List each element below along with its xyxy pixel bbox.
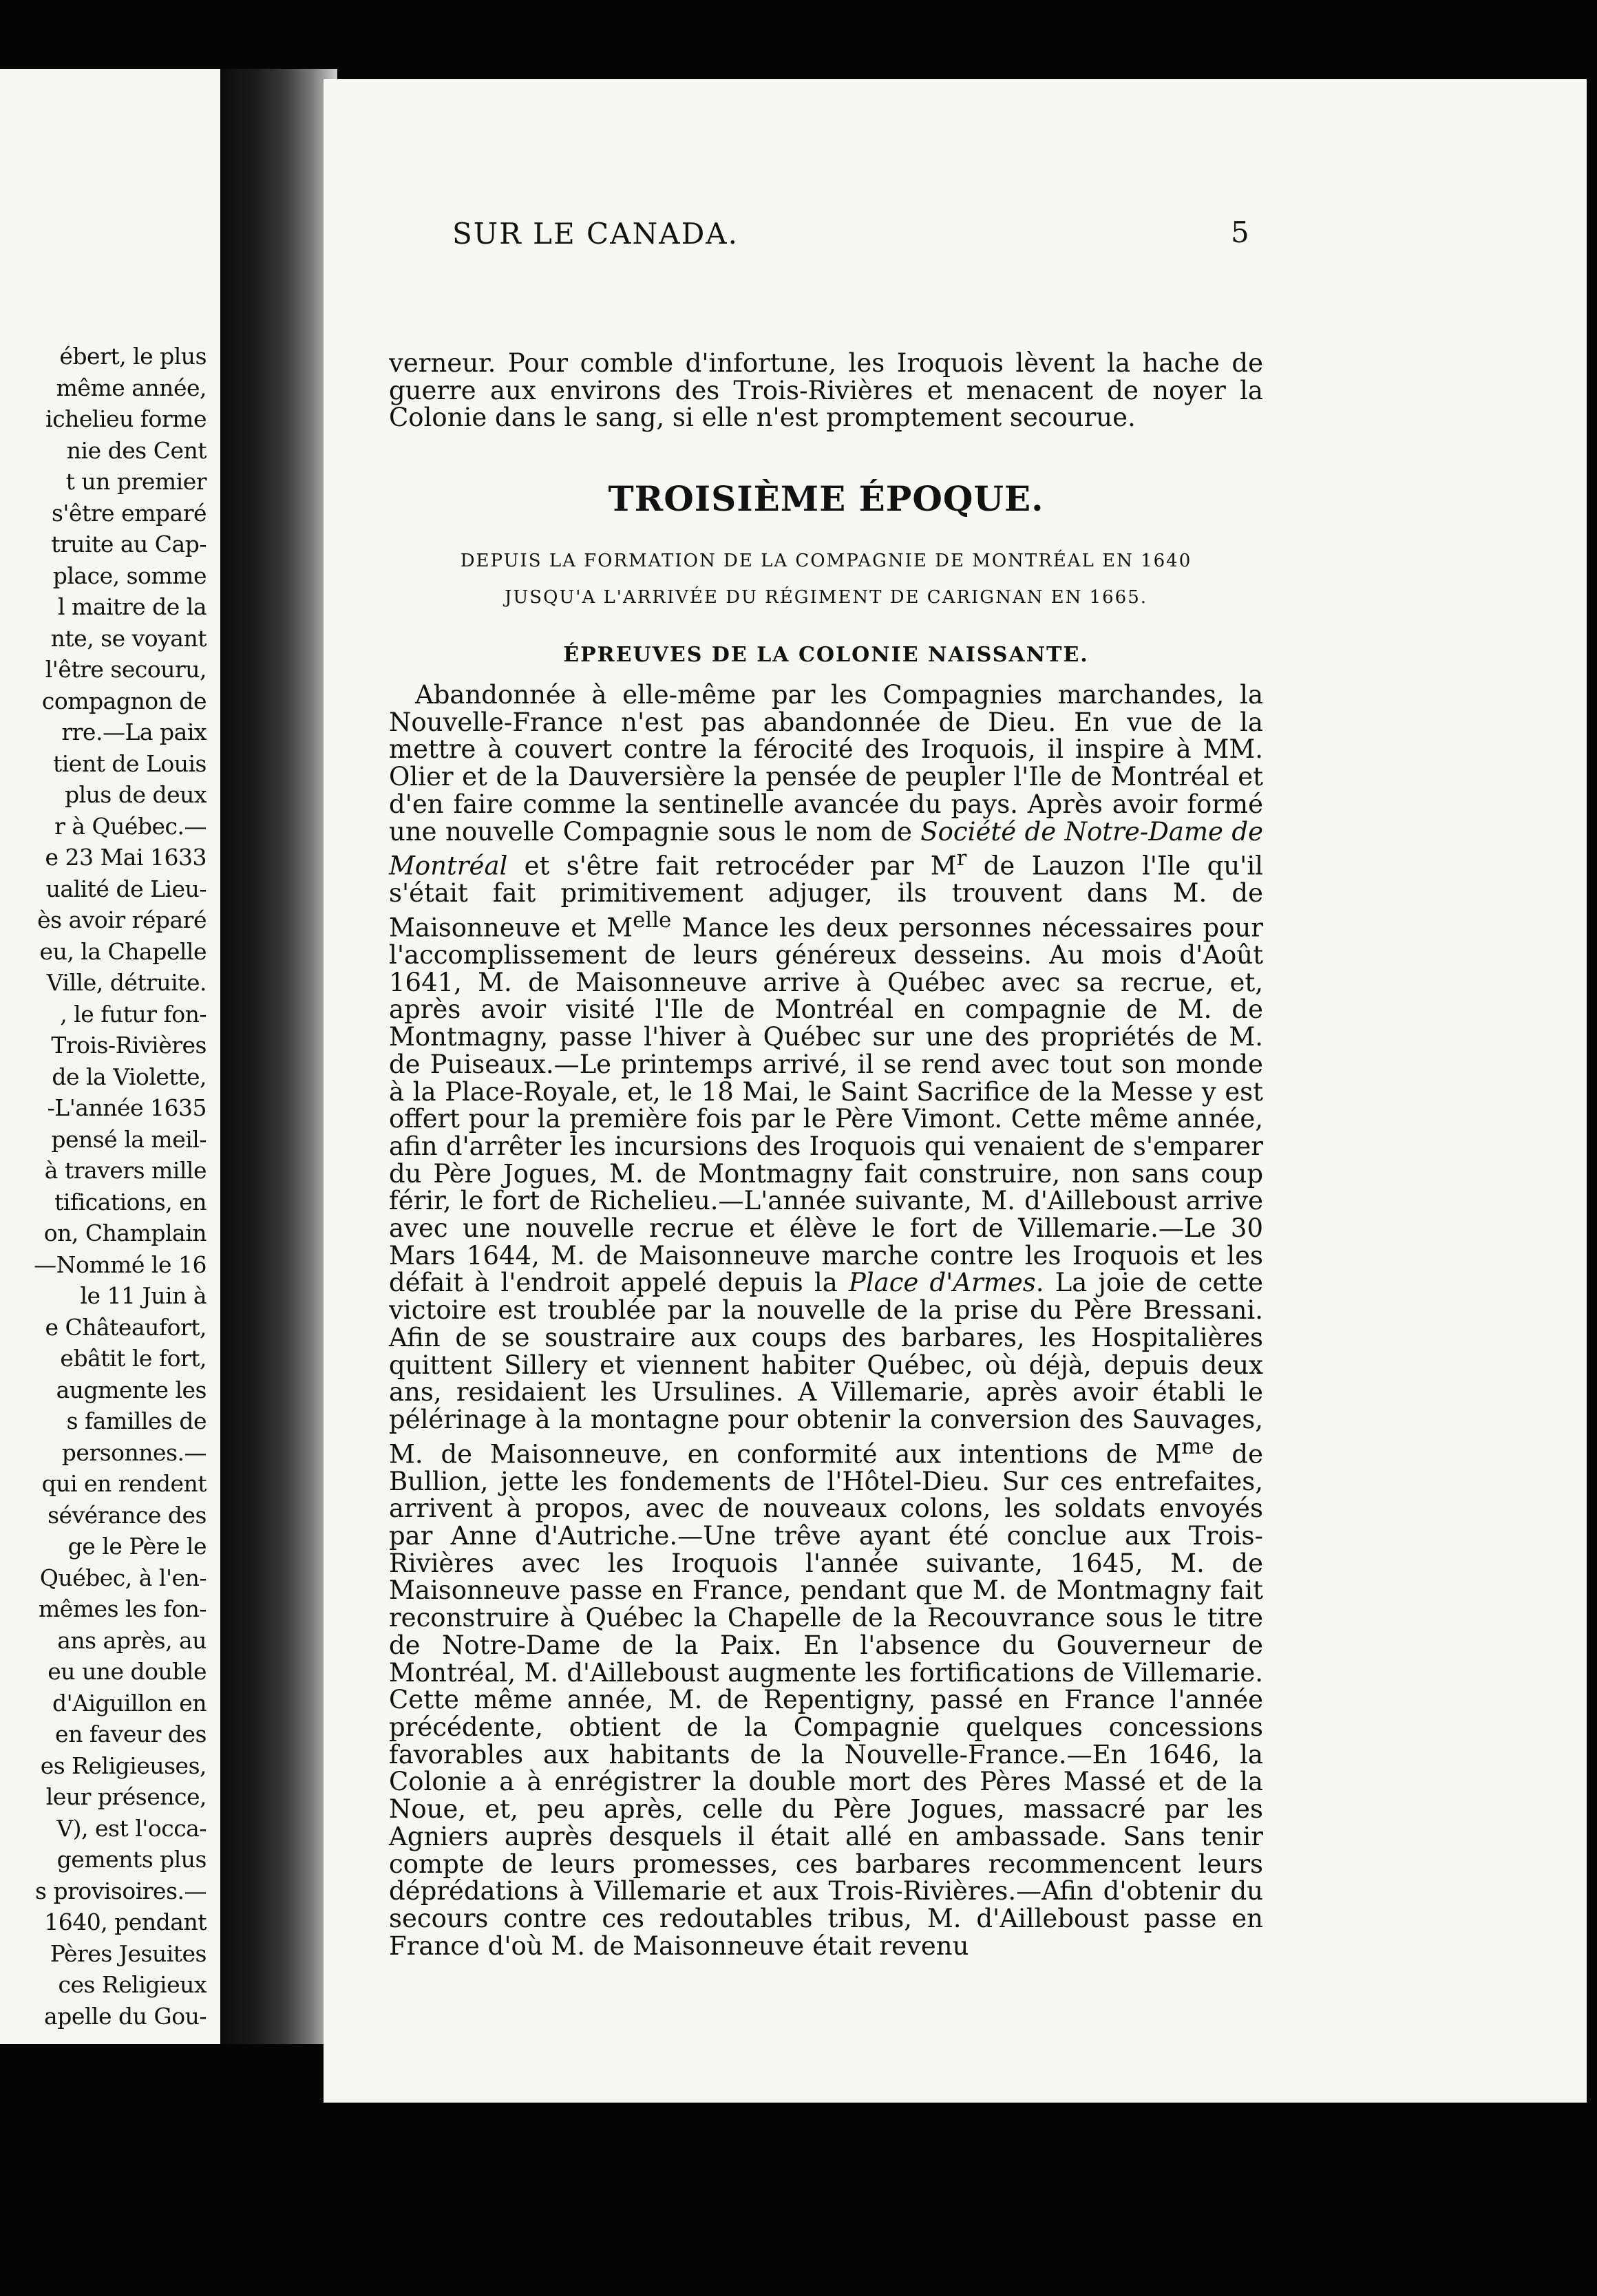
left-page-line: Pères Jesuites bbox=[50, 1939, 207, 1967]
section-subtitle-line-2: JUSQU'A L'ARRIVÉE DU RÉGIMENT DE CARIGNAN EN 1665. bbox=[504, 587, 1148, 608]
left-page-line: Ville, détruite. bbox=[46, 969, 207, 996]
left-page-line: gements plus bbox=[56, 1846, 207, 1873]
left-page-line: e Châteaufort, bbox=[45, 1313, 207, 1341]
left-page-line: ces Religieux bbox=[58, 1971, 207, 1998]
left-page-line: d'Aiguillon en bbox=[52, 1689, 207, 1716]
left-page bbox=[0, 69, 220, 2044]
left-page-line: r à Québec.— bbox=[54, 812, 207, 840]
left-page-line: à travers mille bbox=[44, 1157, 207, 1184]
left-page-line: -L'année 1635 bbox=[47, 1094, 207, 1121]
left-page-line: le 11 Juin à bbox=[80, 1282, 207, 1309]
left-page-line: qui en rendent bbox=[41, 1470, 207, 1497]
left-page-line: eu une double bbox=[47, 1658, 207, 1685]
left-page-line: ualité de Lieu- bbox=[45, 875, 207, 902]
left-page-line: personnes.— bbox=[61, 1438, 207, 1466]
section-subtitle-line-1: DEPUIS LA FORMATION DE LA COMPAGNIE DE MONTRÉAL EN 1640 bbox=[460, 551, 1192, 571]
text-run: et s'être fait retrocéder par M bbox=[507, 851, 957, 881]
left-page-line: ans après, au bbox=[57, 1626, 207, 1654]
left-page-line: plus de deux bbox=[64, 781, 207, 808]
book-gutter bbox=[220, 69, 337, 2044]
main-paragraph-text bbox=[389, 681, 1263, 1959]
left-page-line: truite au Cap- bbox=[51, 531, 207, 557]
text-run: Abandonnée à elle-même par les Compagnies marchandes, la Nouvelle-France n'est pas abandonnée de Dieu. En vue de la mettre à couvert contre la férocité des Iroquois, il inspire à MM. Olier et de la Dauversière la pensée de peupler l'Ile de Montréal et d'en faire comme la sentinelle avancée du pays. Après avoir formé une nouvelle Compagnie sous le nom de bbox=[389, 680, 1263, 847]
superscript-abbrev: elle bbox=[633, 907, 672, 933]
opening-paragraph-text: verneur. Pour comble d'infortune, les Iroquois lèvent la hache de guerre aux environs des Trois-Rivières et menacent de noyer la Colonie dans le sang, si elle n'est promptement secourue. bbox=[389, 348, 1263, 433]
left-page-line: place, somme bbox=[52, 562, 207, 589]
left-page-line: rre.—La paix bbox=[61, 719, 207, 745]
left-page-line: l'être secouru, bbox=[45, 656, 207, 683]
italic-place-name: Place d'Armes bbox=[848, 1268, 1036, 1298]
page-number: 5 bbox=[1231, 215, 1249, 249]
text-run: Mance les deux personnes nécessaires pour l'accomplissement de leurs généreux desseins. Au mois d'Août 1641, M. de Maisonneuve arrive à Québec avec sa recrue, et, après avoir visité l'Ile de Montréal en compagnie de M. de Montmagny, passe l'hiver à Québec sur une des propriétés de M. de Puiseaux.—Le printemps arrivé, il se rend avec tout son monde à la Place-Royale, et, le 18 Mai, le Saint Sacrifice de la Messe y est offert pour la première fois par le Père Vimont. Cette même année, afin d'arrêter les incursions des Iroquois qui venaient de s'emparer du Père Jogues, M. de Montmagny fait construire, non sans coup férir, le fort de Richelieu.—L'année suivante, M. d'Ailleboust arrive avec une nouvelle recrue et élève le fort de Villemarie.—Le 30 Mars 1644, M. de Maisonneuve marche contre les Iroquois et les défait à l'endroit appelé depuis la bbox=[389, 913, 1263, 1298]
left-page-line: —Nommé le 16 bbox=[34, 1251, 207, 1278]
left-page-line: s provisoires.— bbox=[35, 1877, 207, 1904]
left-page-line: apelle du Gou- bbox=[44, 2002, 207, 2030]
left-page-line: ichelieu forme bbox=[45, 405, 207, 432]
left-page-line: ebâtit le fort, bbox=[60, 1345, 207, 1372]
left-page-line: nie des Cent bbox=[66, 436, 207, 464]
left-page-line: en faveur des bbox=[55, 1721, 207, 1747]
left-page-line: nte, se voyant bbox=[50, 624, 207, 652]
left-page-line: on, Champlain bbox=[43, 1220, 207, 1246]
text-run: de Bullion, jette les fondements de l'Hôtel-Dieu. Sur ces entrefaites, arrivent à propos, avec de nouveaux colons, les soldats envoyés par Anne d'Autriche.—Une trêve ayant été conclue aux Trois-Rivières avec les Iroquois l'année suivante, 1645, M. de Maisonneuve passe en France, pendant que M. de Montmagny fait reconstruire à Québec la Chapelle de la Recouvrance sous le titre de Notre-Dame de la Paix. En l'absence du Gouverneur de Montréal, M. d'Ailleboust augmente les fortifications de Villemarie. Cette même année, M. de Repentigny, passé en France l'année précédente, obtient de la Compagnie quelques concessions favorables aux habitants de la Nouvelle-France.—En 1646, la Colonie a à enrégistrer la double mort des Pères Massé et de la Noue, et, peu après, celle du Père Jogues, massacré par les Agniers auprès desquels il était allé en ambassade. Sans tenir compte de leurs promesses, ces barbares recommencent leurs déprédations à Villemarie et aux Trois-Rivières.—Afin d'obtenir du secours contre ces redoutables tribus, M. d'Ailleboust passe en France d'où M. de Maisonneuve était revenu bbox=[389, 1438, 1263, 1961]
left-page-line: t un premier bbox=[65, 468, 207, 495]
left-page-text bbox=[0, 341, 207, 2032]
left-page-line: de la Violette, bbox=[52, 1063, 207, 1090]
left-page-line: e 23 Mai 1633 bbox=[45, 844, 207, 871]
left-page-line: eu, la Chapelle bbox=[39, 937, 207, 965]
main-paragraph bbox=[389, 681, 1263, 1959]
left-page-line: Québec, à l'en- bbox=[39, 1564, 207, 1591]
section-title: TROISIÈME ÉPOQUE. bbox=[608, 478, 1044, 519]
left-page-line: es Religieuses, bbox=[40, 1752, 207, 1779]
superscript-abbrev: me bbox=[1181, 1434, 1214, 1459]
left-page-line: V), est l'occa- bbox=[56, 1814, 207, 1842]
opening-paragraph bbox=[389, 350, 1263, 432]
left-page-line: compagnon de bbox=[41, 687, 207, 714]
left-page-line: , le futur fon- bbox=[60, 1000, 207, 1028]
left-page-line: sévérance des bbox=[47, 1501, 207, 1529]
left-page-line: s'être emparé bbox=[51, 499, 207, 527]
left-page-line: leur présence, bbox=[45, 1783, 207, 1810]
left-page-line: s familles de bbox=[66, 1407, 207, 1434]
left-page-line: ge le Père le bbox=[67, 1533, 207, 1560]
left-page-line: 1640, pendant bbox=[44, 1909, 207, 1935]
left-page-line: Trois-Rivières bbox=[51, 1032, 207, 1059]
section-subheading: ÉPREUVES DE LA COLONIE NAISSANTE. bbox=[563, 643, 1089, 667]
text-run: de Lauzon l'Ile qu'il s'était fait primitivement adjuger, ils trouvent dans M. de Maisonneuve et M bbox=[389, 851, 1264, 943]
left-page-line: mêmes les fon- bbox=[38, 1595, 207, 1622]
left-page-line: ébert, le plus bbox=[59, 343, 207, 370]
left-page-line: ès avoir réparé bbox=[37, 906, 207, 933]
left-page-line: augmente les bbox=[56, 1376, 207, 1403]
left-page-line: l maitre de la bbox=[58, 593, 207, 620]
left-page-line: tifications, en bbox=[54, 1188, 207, 1215]
left-page-line: même année, bbox=[56, 374, 207, 401]
running-header: SUR LE CANADA. bbox=[452, 217, 739, 251]
left-page-line: tient de Louis bbox=[52, 750, 207, 777]
superscript-abbrev: r bbox=[956, 846, 967, 871]
italic-society-name: Société de Notre-Dame de Montréal bbox=[389, 816, 1263, 881]
text-run: . La joie de cette victoire est troublée par la nouvelle de la prise du Père Bressani. Afin de se soustraire aux coups des barbares, les Hospitalières quittent Sillery et viennent habiter Québec, où déjà, depuis deux ans, residaient les Ursulines. A Villemarie, après avoir établi le pélérinage à la montagne pour obtenir la conversion des Sauvages, M. de Maisonneuve, en conformité aux intentions de M bbox=[389, 1268, 1264, 1469]
left-page-line: pensé la meil- bbox=[51, 1125, 207, 1153]
